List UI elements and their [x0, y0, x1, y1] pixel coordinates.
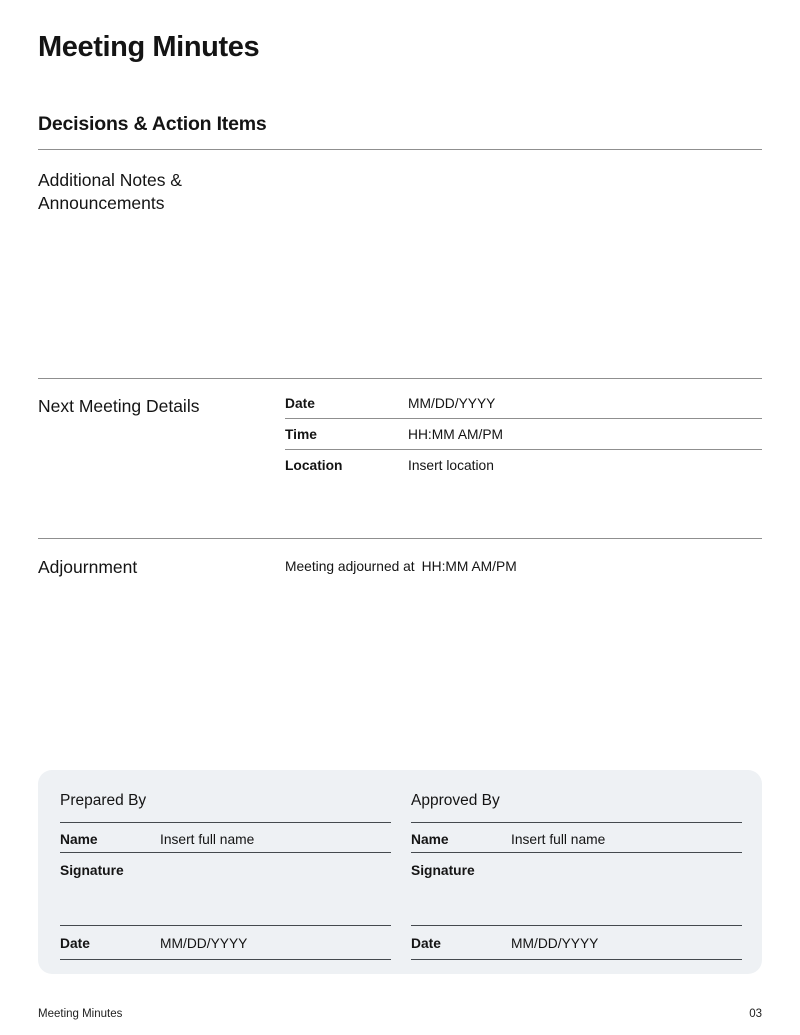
- prepared-by-heading: Prepared By: [60, 770, 391, 823]
- approved-date-row: [411, 926, 742, 960]
- decisions-section-heading: Decisions & Action Items: [38, 113, 267, 135]
- table-row-date: [285, 388, 762, 419]
- prepared-signature-row: [60, 853, 391, 926]
- footer-doc-title: Meeting Minutes: [38, 1008, 123, 1020]
- prepared-name-field[interactable]: Insert full name: [160, 832, 255, 847]
- prepared-date-row: [60, 926, 391, 960]
- date-label: Date: [411, 936, 441, 951]
- adjournment-section: [38, 557, 762, 578]
- adjournment-text: Meeting adjourned at: [285, 559, 415, 574]
- prepared-date-field[interactable]: MM/DD/YYYY: [160, 936, 248, 951]
- signoff-box: [38, 770, 762, 974]
- table-row-location: [285, 450, 762, 481]
- location-value-field[interactable]: Insert location: [408, 458, 494, 473]
- approved-name-field[interactable]: Insert full name: [511, 832, 606, 847]
- next-meeting-table: [285, 388, 762, 481]
- adjournment-time-field[interactable]: HH:MM AM/PM: [421, 559, 517, 574]
- name-label: Name: [411, 832, 449, 847]
- table-row-time: [285, 419, 762, 450]
- page-footer: [38, 1008, 762, 1020]
- name-label: Name: [60, 832, 98, 847]
- next-meeting-heading: Next Meeting Details: [38, 396, 200, 416]
- signature-label: Signature: [60, 863, 124, 878]
- section-divider: [38, 378, 762, 379]
- time-label: Time: [285, 427, 317, 442]
- approved-by-heading: Approved By: [411, 770, 742, 823]
- page-title: Meeting Minutes: [38, 31, 260, 63]
- approved-name-row: [411, 823, 742, 853]
- prepared-name-row: [60, 823, 391, 853]
- date-label: Date: [60, 936, 90, 951]
- approved-by-column: [411, 770, 742, 974]
- notes-section-heading: Additional Notes & Announcements: [38, 170, 182, 213]
- date-label: Date: [285, 396, 315, 411]
- adjournment-statement: [285, 557, 517, 578]
- time-value-field[interactable]: HH:MM AM/PM: [408, 427, 504, 442]
- section-divider: [38, 538, 762, 539]
- footer-page-number: 03: [749, 1008, 762, 1020]
- approved-date-field[interactable]: MM/DD/YYYY: [511, 936, 599, 951]
- approved-signature-row: [411, 853, 742, 926]
- next-meeting-section: [38, 388, 762, 481]
- signature-label: Signature: [411, 863, 475, 878]
- date-value-field[interactable]: MM/DD/YYYY: [408, 396, 496, 411]
- adjournment-heading: Adjournment: [38, 557, 138, 577]
- prepared-by-column: [60, 770, 391, 974]
- location-label: Location: [285, 458, 343, 473]
